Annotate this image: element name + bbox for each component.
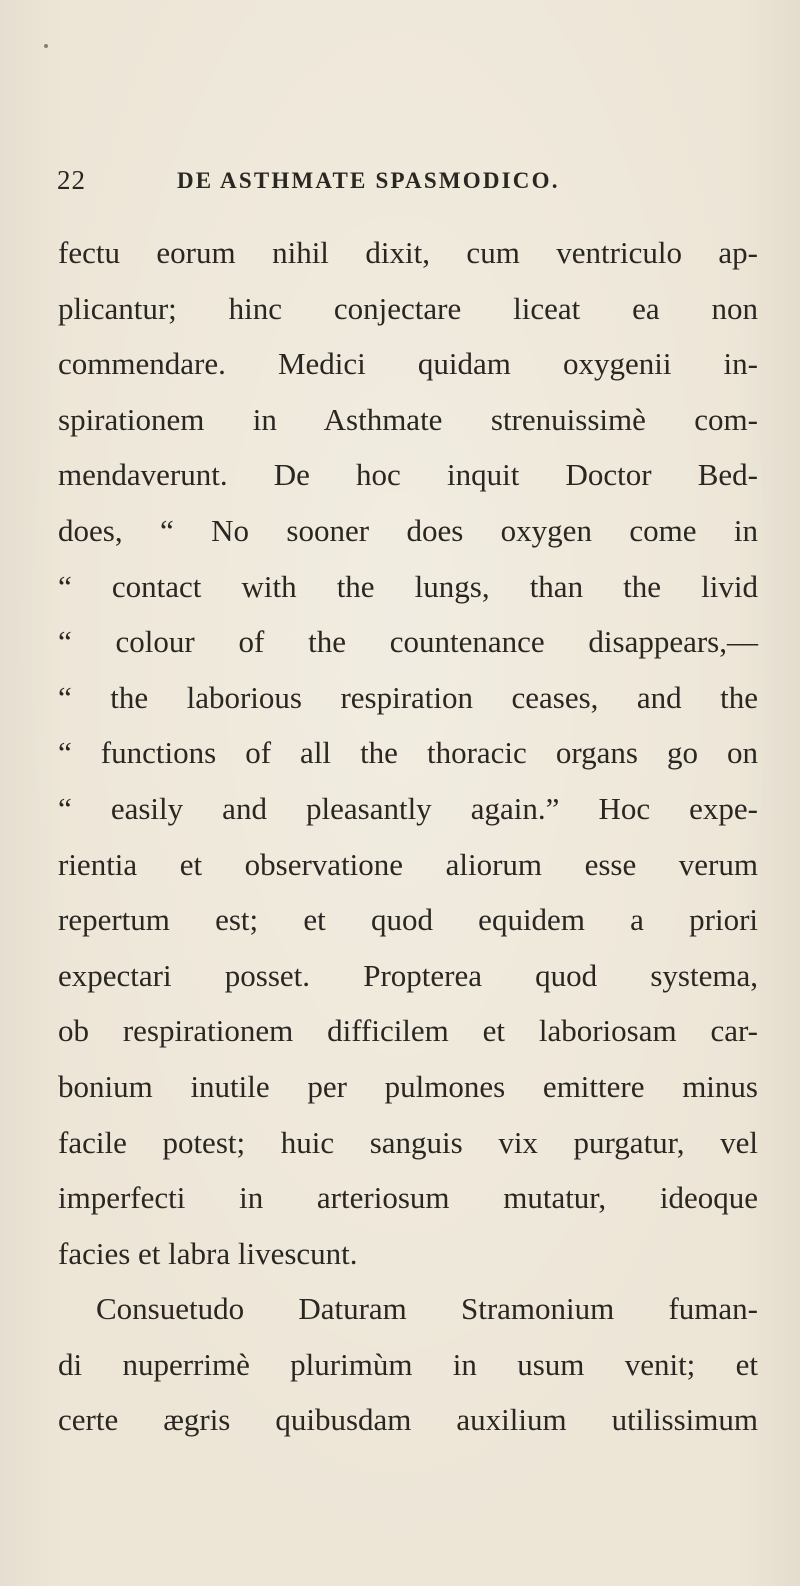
text-line: “ contact with the lungs, than the livid: [58, 568, 758, 604]
text-line: spirationem in Asthmate strenuissimè com-: [58, 401, 758, 437]
text-line: imperfecti in arteriosum mutatur, ideoque: [58, 1180, 758, 1216]
text-line: facile potest; huic sanguis vix purgatur, vel: [58, 1124, 758, 1160]
text-line: “ colour of the countenance disappears,—: [58, 624, 758, 660]
running-head: [57, 165, 757, 205]
text-line: “ functions of all the thoracic organs go on: [58, 735, 758, 771]
text-line: “ easily and pleasantly again.” Hoc expe-: [58, 790, 758, 826]
text-line: “ the laborious respiration ceases, and the: [58, 679, 758, 715]
text-line: does, “ No sooner does oxygen come in: [58, 512, 758, 548]
ink-speck: [44, 44, 48, 48]
running-title: DE ASTHMATE SPASMODICO.: [177, 168, 560, 193]
body-text: [58, 225, 758, 1448]
paragraph-start-line: Consuetudo Daturam Stramonium fuman-: [96, 1291, 758, 1327]
text-line: commendare. Medici quidam oxygenii in-: [58, 346, 758, 382]
text-line: bonium inutile per pulmones emittere minus: [58, 1068, 758, 1104]
text-line: repertum est; et quod equidem a priori: [58, 902, 758, 938]
page-number: 22: [57, 165, 86, 195]
text-line: fectu eorum nihil dixit, cum ventriculo ap-: [58, 235, 758, 270]
text-line: certe ægris quibusdam auxilium utilissimum: [58, 1402, 758, 1438]
text-line: expectari posset. Propterea quod systema,: [58, 957, 758, 993]
paragraph-end-line: facies et labra livescunt.: [58, 1235, 358, 1271]
text-line: rientia et observatione aliorum esse verum: [58, 846, 758, 882]
text-line: di nuperrimè plurimùm in usum venit; et: [58, 1346, 758, 1382]
text-line: plicantur; hinc conjectare liceat ea non: [58, 290, 758, 326]
text-line: ob respirationem difficilem et laboriosam car-: [58, 1013, 758, 1049]
text-line: mendaverunt. De hoc inquit Doctor Bed-: [58, 457, 758, 493]
